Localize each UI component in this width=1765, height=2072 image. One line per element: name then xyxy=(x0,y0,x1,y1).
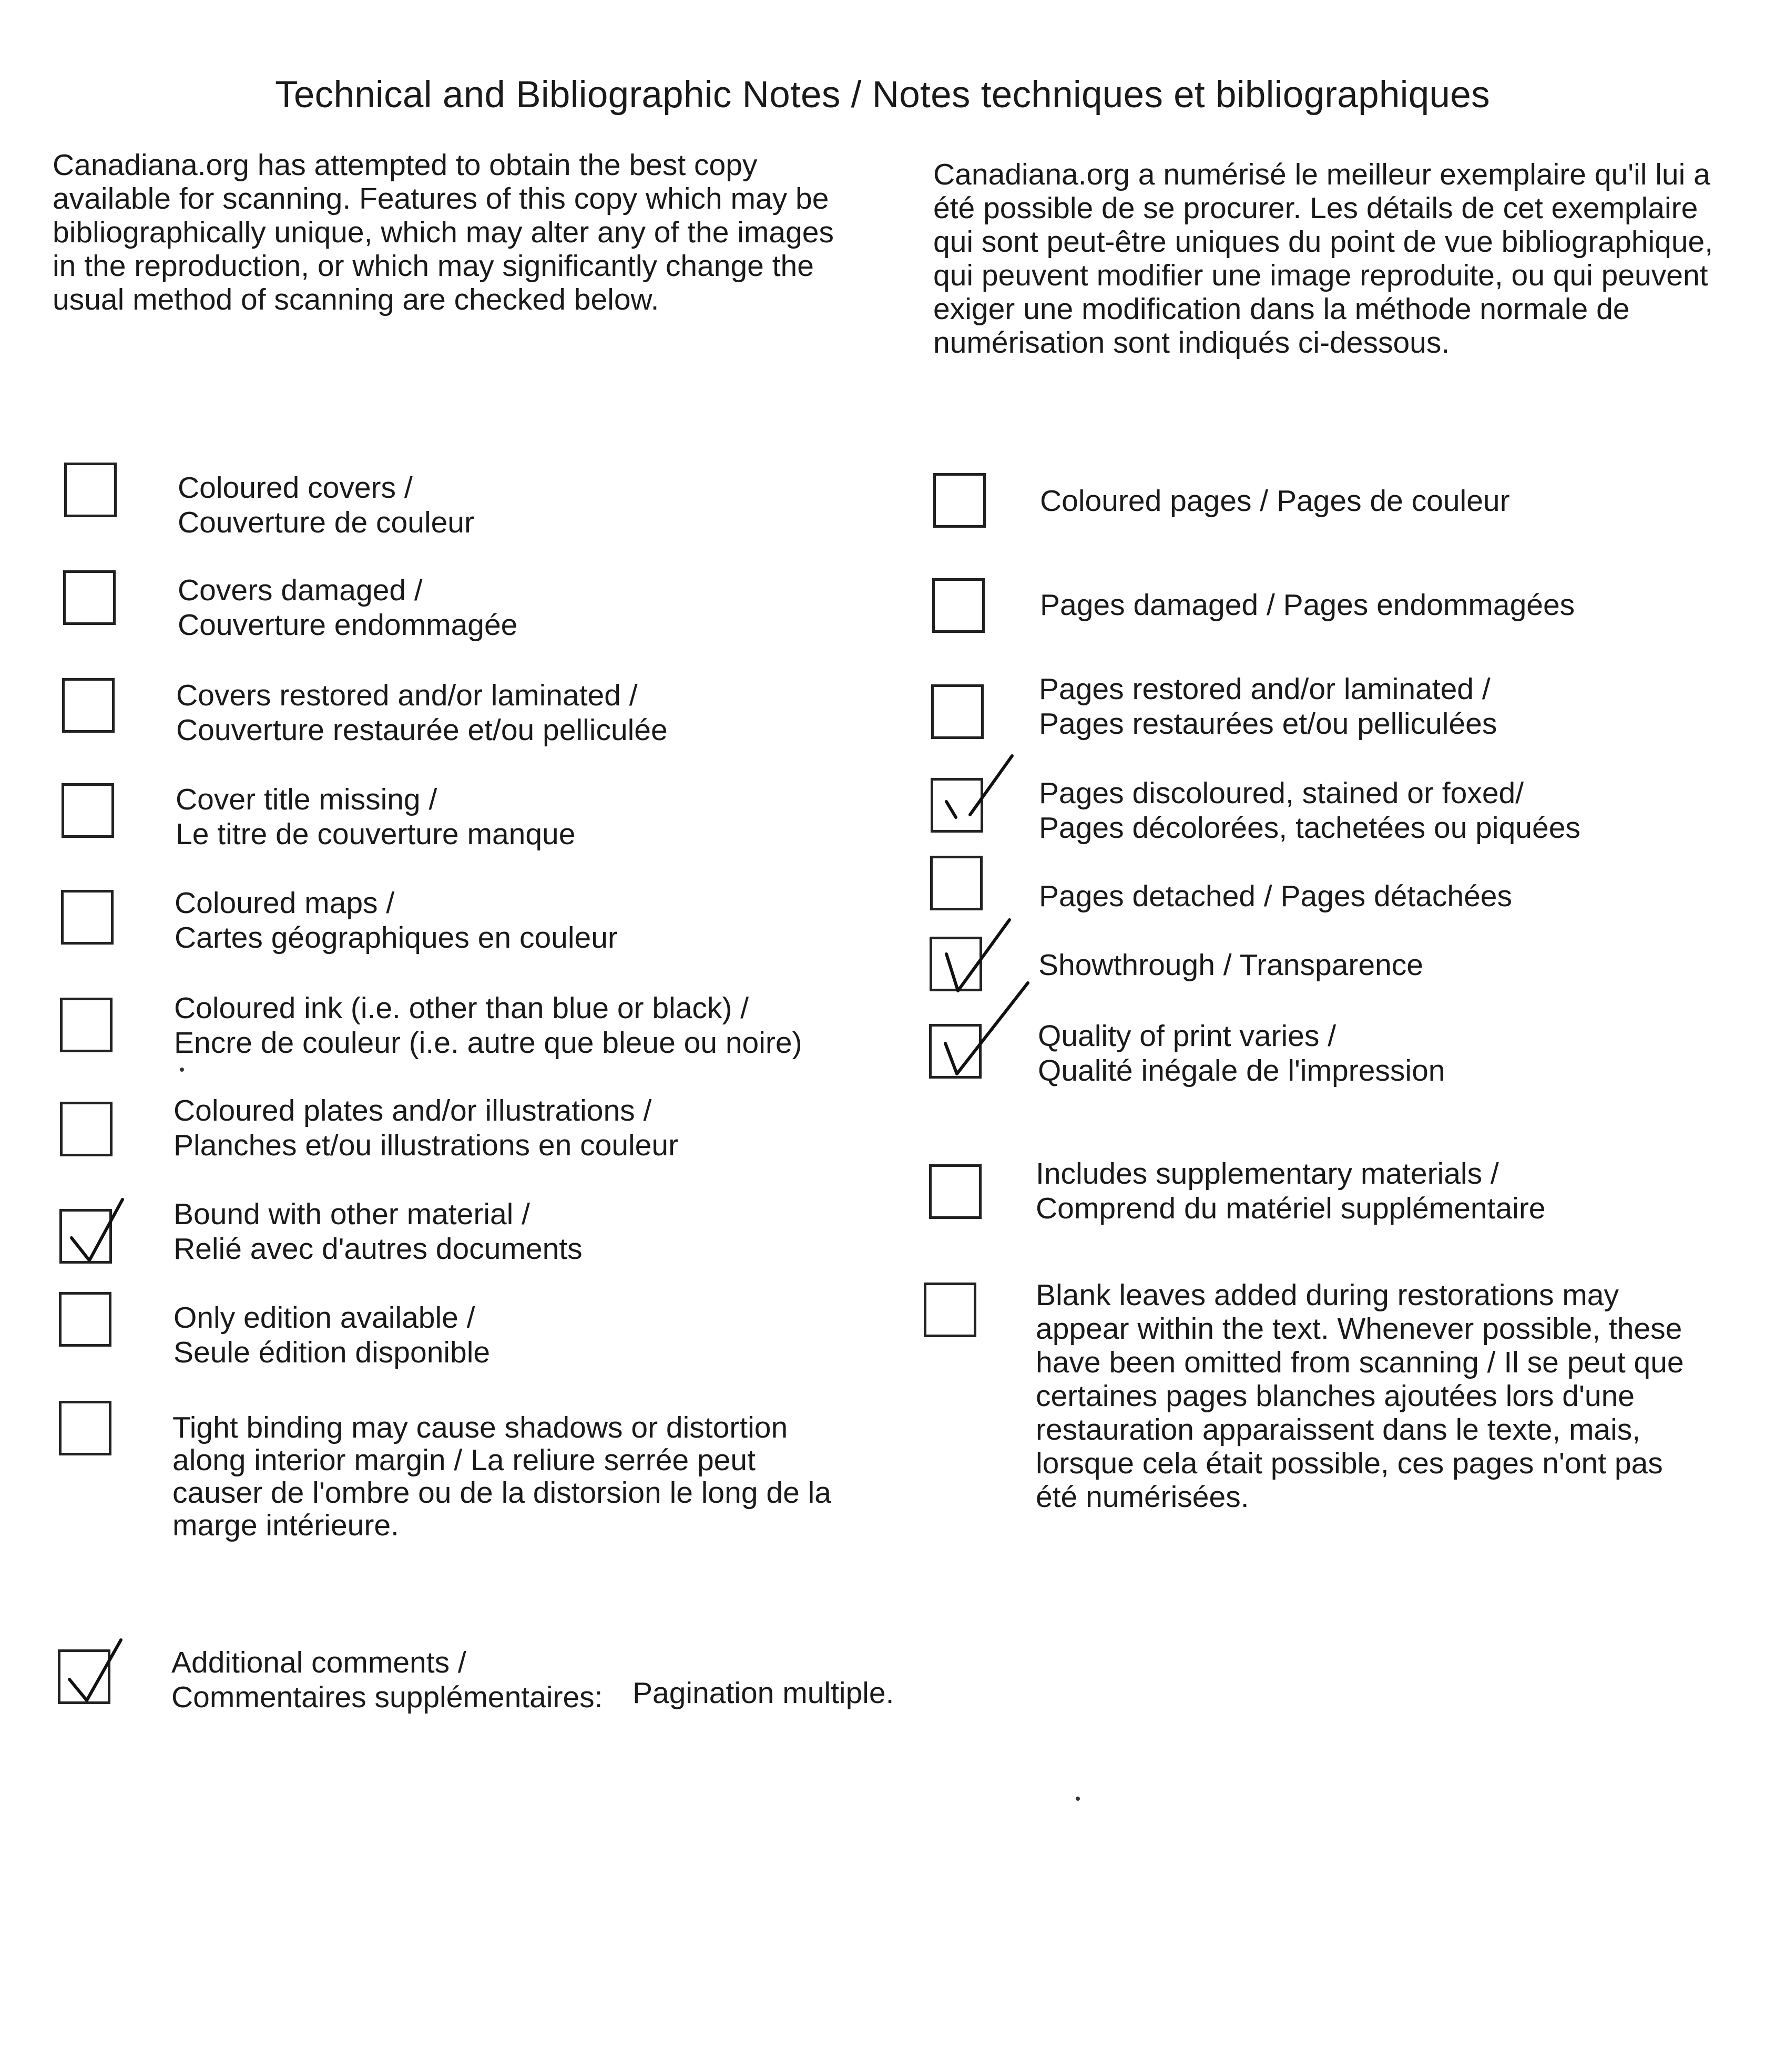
item-line: Coloured covers / xyxy=(178,471,413,505)
item-line: Pages décolorées, tachetées ou piquées xyxy=(1039,811,1580,845)
checkmark-icon xyxy=(62,1193,136,1267)
intro-line: qui sont peut-être uniques du point de vue bibliographique, xyxy=(933,225,1713,259)
item-line: Covers restored and/or laminated / xyxy=(176,679,638,712)
item-line: Pages detached / Pages détachées xyxy=(1039,879,1513,913)
item-quality-print xyxy=(1038,1019,1445,1088)
intro-line: numérisation sont indiqués ci-dessous. xyxy=(933,326,1450,360)
checkbox-coloured-maps[interactable] xyxy=(61,890,114,945)
item-line: Pages damaged / Pages endommagées xyxy=(1040,588,1575,622)
item-line: Includes supplementary materials / xyxy=(1036,1157,1499,1191)
checkbox-coloured-ink[interactable] xyxy=(60,998,113,1052)
item-line: Additional comments / xyxy=(171,1646,466,1679)
item-pages-detached xyxy=(1039,879,1512,914)
item-pages-discoloured xyxy=(1039,776,1580,845)
item-bound-with xyxy=(174,1197,583,1266)
item-line: Coloured maps / xyxy=(175,886,395,920)
checkbox-coloured-covers[interactable] xyxy=(64,463,117,517)
checkbox-tight-binding[interactable] xyxy=(59,1401,111,1455)
checkbox-covers-restored[interactable] xyxy=(62,678,115,733)
item-line: Blank leaves added during restorations may xyxy=(1036,1278,1619,1312)
item-coloured-ink xyxy=(174,991,802,1060)
item-line: appear within the text. Whenever possible, these xyxy=(1036,1312,1682,1346)
checkbox-cover-title-missing[interactable] xyxy=(62,783,114,838)
item-tight-binding xyxy=(172,1411,831,1542)
item-line: Pages restored and/or laminated / xyxy=(1039,672,1491,706)
item-covers-restored xyxy=(176,678,668,747)
checkmark-icon xyxy=(936,980,1031,1080)
item-coloured-maps xyxy=(175,886,618,955)
item-line: Couverture de couleur xyxy=(178,506,474,539)
item-coloured-plates xyxy=(174,1093,678,1163)
item-line: Bound with other material / xyxy=(174,1197,530,1231)
item-line: Couverture endommagée xyxy=(178,608,518,642)
item-line: Comprend du matériel supplémentaire xyxy=(1036,1192,1546,1225)
item-supplementary xyxy=(1036,1156,1546,1226)
checkbox-pages-restored[interactable] xyxy=(931,684,984,739)
item-line: Coloured plates and/or illustrations / xyxy=(174,1094,652,1127)
item-line: Planches et/ou illustrations en couleur xyxy=(174,1129,679,1162)
item-line: certaines pages blanches ajoutées lors d'une xyxy=(1036,1379,1635,1413)
item-line: Coloured pages / Pages de couleur xyxy=(1040,484,1510,518)
intro-line: available for scanning. Features of this copy which may be xyxy=(53,182,829,216)
item-showthrough xyxy=(1038,948,1423,982)
item-line: Relié avec d'autres documents xyxy=(174,1232,583,1266)
checkbox-coloured-pages[interactable] xyxy=(933,473,986,528)
checkbox-covers-damaged[interactable] xyxy=(63,570,116,625)
item-line: Tight binding may cause shadows or distortion xyxy=(172,1411,788,1444)
intro-line: exiger une modification dans la méthode normale de xyxy=(933,292,1630,326)
item-line: Commentaires supplémentaires: xyxy=(171,1680,603,1714)
item-line: Only edition available / xyxy=(174,1301,475,1335)
item-line: été numérisées. xyxy=(1036,1480,1249,1514)
checkbox-pages-damaged[interactable] xyxy=(932,578,985,633)
checkbox-pages-detached[interactable] xyxy=(930,856,983,910)
item-line: Qualité inégale de l'impression xyxy=(1038,1054,1445,1088)
intro-line: Canadiana.org a numérisé le meilleur exemplaire qu'il lui a xyxy=(933,158,1710,191)
item-line: Coloured ink (i.e. other than blue or black) / xyxy=(174,991,749,1025)
intro-line: usual method of scanning are checked below. xyxy=(53,283,659,316)
checkmark-icon xyxy=(63,1635,131,1708)
intro-line: qui peuvent modifier une image reproduite, ou qui peuvent xyxy=(933,259,1708,292)
intro-line: in the reproduction, or which may significantly change the xyxy=(53,249,814,283)
item-pages-damaged xyxy=(1040,588,1575,622)
item-line: Seule édition disponible xyxy=(174,1336,491,1369)
item-only-edition xyxy=(174,1300,490,1370)
item-cover-title-missing xyxy=(176,782,575,852)
item-covers-damaged xyxy=(178,573,517,642)
item-line: Covers damaged / xyxy=(178,573,423,607)
item-line: Encre de couleur (i.e. autre que bleue ou noire) xyxy=(174,1026,802,1060)
item-line: Pages restaurées et/ou pelliculées xyxy=(1039,707,1497,741)
item-line: Pages discoloured, stained or foxed/ xyxy=(1039,776,1524,810)
scan-speck xyxy=(1076,1797,1080,1801)
item-line: Cartes géographiques en couleur xyxy=(175,921,618,955)
item-line: along interior margin / La reliure serrée peut xyxy=(172,1443,756,1477)
intro-line: été possible de se procurer. Les détails de cet exemplaire xyxy=(933,191,1698,225)
item-blank-leaves xyxy=(1036,1278,1684,1514)
item-line: causer de l'ombre ou de la distorsion le long de la xyxy=(172,1476,831,1510)
item-line: Quality of print varies / xyxy=(1038,1019,1336,1053)
item-line: Couverture restaurée et/ou pelliculée xyxy=(176,713,668,747)
intro-line: Canadiana.org has attempted to obtain the best copy xyxy=(53,148,758,182)
intro-line: bibliographically unique, which may alter any of the images xyxy=(53,216,834,249)
checkmark-icon xyxy=(941,752,1015,830)
item-line: Cover title missing / xyxy=(176,783,437,816)
checkbox-blank-leaves[interactable] xyxy=(924,1283,976,1337)
item-line: marge intérieure. xyxy=(172,1509,399,1542)
intro-english xyxy=(53,148,852,316)
checkbox-only-edition[interactable] xyxy=(59,1292,111,1347)
scan-speck xyxy=(180,1068,184,1072)
additional-comments-value: Pagination multiple. xyxy=(632,1676,894,1710)
item-coloured-pages xyxy=(1040,484,1510,518)
item-additional-comments xyxy=(171,1645,603,1715)
page-title: Technical and Bibliographic Notes / Notes techniques et bibliographiques xyxy=(275,74,1490,116)
item-line: lorsque cela était possible, ces pages n'ont pas xyxy=(1036,1447,1663,1480)
item-line: restauration apparaissent dans le texte, mais, xyxy=(1036,1413,1641,1447)
item-line: Showthrough / Transparence xyxy=(1038,948,1423,982)
item-line: have been omitted from scanning / Il se peut que xyxy=(1036,1346,1684,1379)
checkbox-supplementary[interactable] xyxy=(929,1164,982,1219)
item-line: Le titre de couverture manque xyxy=(176,817,576,851)
checkbox-coloured-plates[interactable] xyxy=(60,1102,113,1156)
item-coloured-covers xyxy=(178,470,474,540)
item-pages-restored xyxy=(1039,672,1497,741)
intro-french xyxy=(933,158,1743,360)
